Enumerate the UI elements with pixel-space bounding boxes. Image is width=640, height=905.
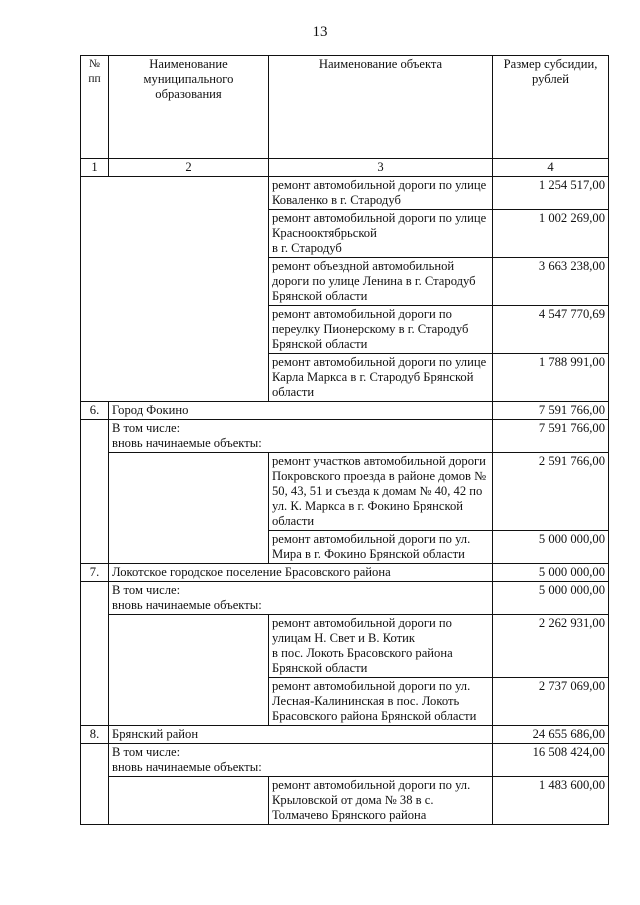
including-amount: 5 000 000,00: [493, 582, 609, 615]
column-number: 2: [109, 159, 269, 177]
header-num: № пп: [81, 56, 109, 159]
header-object: Наименование объекта: [269, 56, 493, 159]
object-name: ремонт автомобильной дороги по ул. Крыловской от дома № 38 в с. Толмачево Брянского района: [269, 777, 493, 825]
column-number: 3: [269, 159, 493, 177]
empty-cell: [81, 582, 109, 726]
object-amount: 1 254 517,00: [493, 177, 609, 210]
object-name: ремонт автомобильной дороги по ул. Мира в г. Фокино Брянской области: [269, 531, 493, 564]
including-label: В том числе: вновь начинаемые объекты:: [109, 582, 493, 615]
object-amount: 1 002 269,00: [493, 210, 609, 258]
municipality-total: 24 655 686,00: [493, 726, 609, 744]
object-name: ремонт автомобильной дороги по улице Краснооктябрьской в г. Стародуб: [269, 210, 493, 258]
object-name: ремонт автомобильной дороги по улице Коваленко в г. Стародуб: [269, 177, 493, 210]
object-amount: 3 663 238,00: [493, 258, 609, 306]
object-amount: 2 591 766,00: [493, 453, 609, 531]
object-amount: 1 788 991,00: [493, 354, 609, 402]
object-amount: 2 737 069,00: [493, 678, 609, 726]
including-amount: 7 591 766,00: [493, 420, 609, 453]
empty-cell: [81, 420, 109, 564]
column-number: 1: [81, 159, 109, 177]
page-number: 13: [312, 24, 328, 40]
municipality-name: Локотское городское поселение Брасовского района: [109, 564, 493, 582]
object-amount: 1 483 600,00: [493, 777, 609, 825]
including-row: [81, 582, 609, 615]
column-numbers-row: [81, 159, 609, 177]
empty-cell: [81, 177, 269, 402]
municipality-name: Брянский район: [109, 726, 493, 744]
municipality-row: [81, 564, 609, 582]
table-header-row: [81, 56, 609, 159]
row-number: 7.: [81, 564, 109, 582]
object-name: ремонт объездной автомобильной дороги по улице Ленина в г. Стародуб Брянской области: [269, 258, 493, 306]
object-amount: 5 000 000,00: [493, 531, 609, 564]
row-number: 8.: [81, 726, 109, 744]
municipality-name: Город Фокино: [109, 402, 493, 420]
object-amount: 4 547 770,69: [493, 306, 609, 354]
column-number: 4: [493, 159, 609, 177]
object-name: ремонт участков автомобильной дороги Покровского проезда в районе домов № 50, 43, 51 и съезда к домам № 40, 42 по ул. К. Маркса в г. Фокино Брянской области: [269, 453, 493, 531]
municipality-total: 5 000 000,00: [493, 564, 609, 582]
object-name: ремонт автомобильной дороги по ул. Лесная-Калининская в пос. Локоть Брасовского района Брянской области: [269, 678, 493, 726]
table-row: [81, 453, 609, 531]
municipality-row: [81, 726, 609, 744]
object-name: ремонт автомобильной дороги по переулку Пионерскому в г. Стародуб Брянской области: [269, 306, 493, 354]
empty-cell: [109, 777, 269, 825]
object-amount: 2 262 931,00: [493, 615, 609, 678]
header-amount: Размер субсидии, рублей: [493, 56, 609, 159]
including-label: В том числе: вновь начинаемые объекты:: [109, 420, 493, 453]
row-number: 6.: [81, 402, 109, 420]
header-municipality: Наименование муниципального образования: [109, 56, 269, 159]
empty-cell: [81, 744, 109, 825]
object-name: ремонт автомобильной дороги по улицам Н. Свет и В. Котик в пос. Локоть Брасовского района Брянской области: [269, 615, 493, 678]
municipality-row: [81, 402, 609, 420]
including-row: [81, 420, 609, 453]
table-row: [81, 615, 609, 678]
including-row: [81, 744, 609, 777]
object-name: ремонт автомобильной дороги по улице Карла Маркса в г. Стародуб Брянской области: [269, 354, 493, 402]
table-row: [81, 777, 609, 825]
empty-cell: [109, 615, 269, 726]
table-row: [81, 177, 609, 210]
subsidy-table: [80, 55, 609, 825]
empty-cell: [109, 453, 269, 564]
including-label: В том числе: вновь начинаемые объекты:: [109, 744, 493, 777]
municipality-total: 7 591 766,00: [493, 402, 609, 420]
including-amount: 16 508 424,00: [493, 744, 609, 777]
